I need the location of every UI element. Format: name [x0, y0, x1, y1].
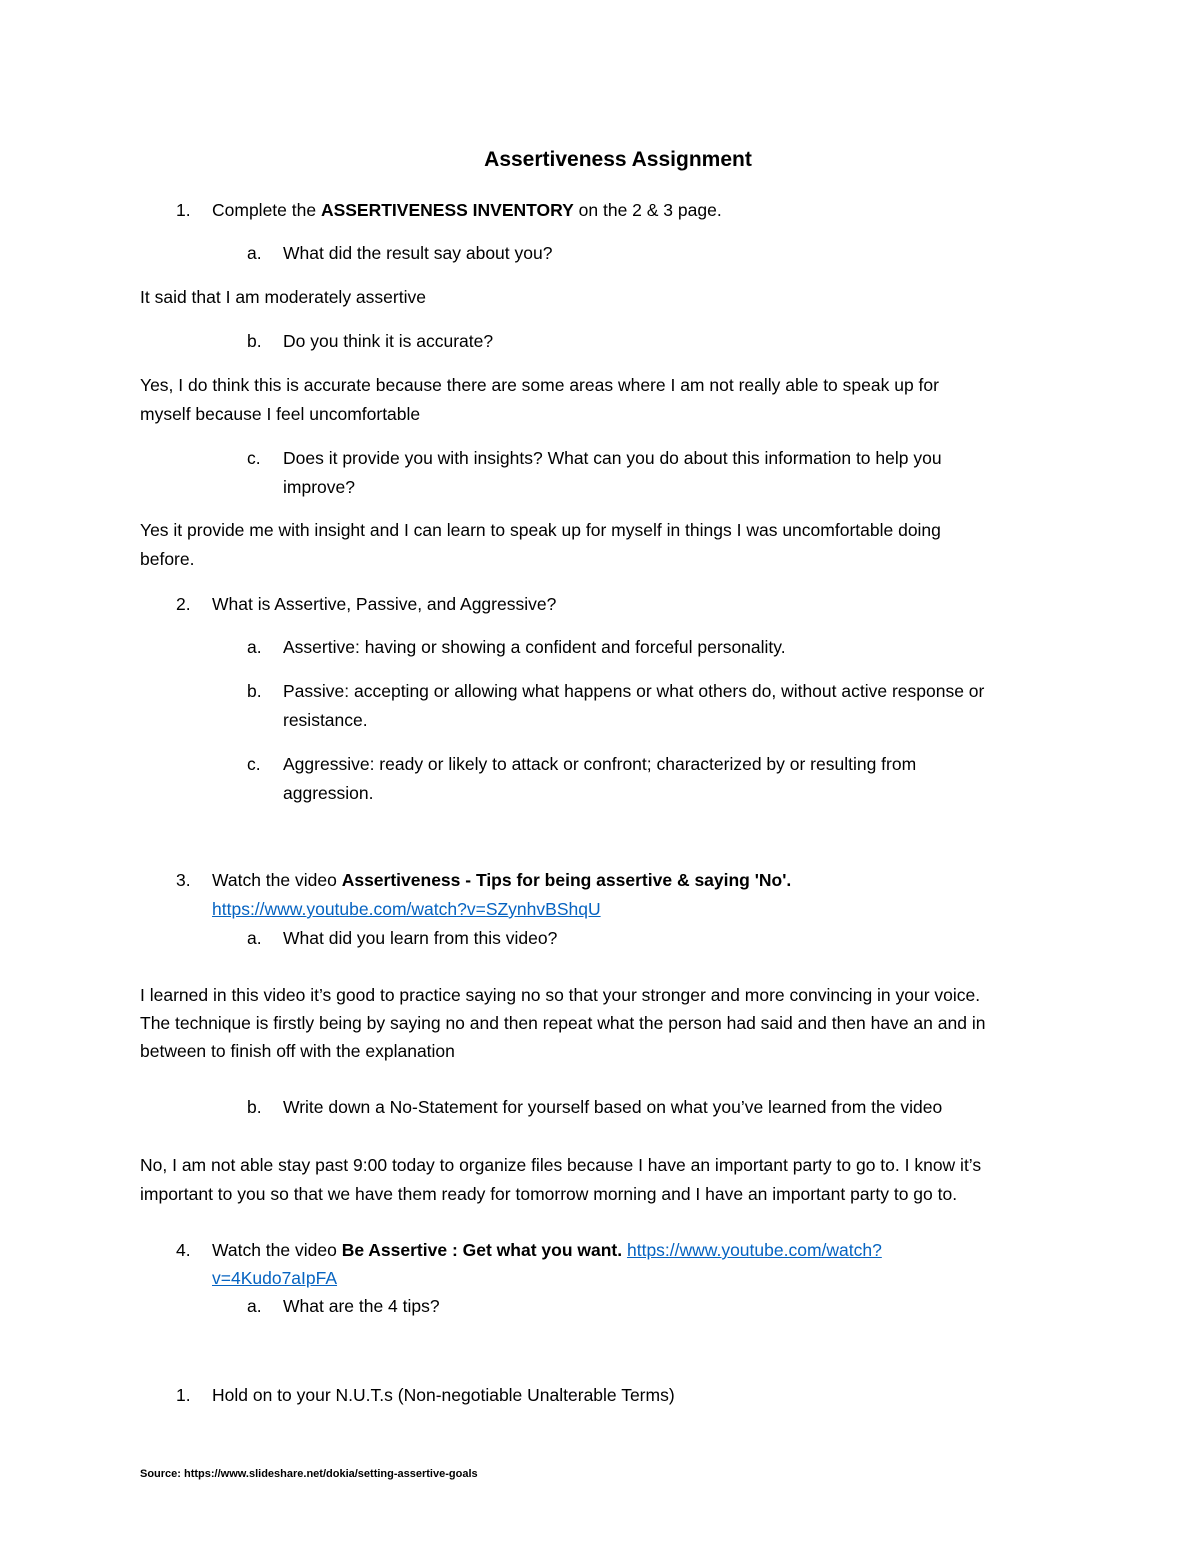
q1c-text-line-2: improve?	[283, 477, 355, 497]
q1b-answer-line-2: myself because I feel uncomfortable	[140, 404, 421, 424]
q4a-letter: a.	[247, 1296, 262, 1316]
q4a-text: What are the 4 tips?	[283, 1296, 440, 1316]
q4-video-link-part-2[interactable]: v=4Kudo7aIpFA	[212, 1268, 338, 1288]
q4-video-link-part-1[interactable]: https://www.youtube.com/watch?	[626, 1240, 882, 1260]
q1b-text: Do you think it is accurate?	[283, 331, 494, 351]
q3a-text: What did you learn from this video?	[283, 928, 558, 948]
q1a-text: What did the result say about you?	[283, 243, 553, 263]
q1c-answer-line-1: Yes it provide me with insight and I can learn to speak up for myself in things I was uncomfortable doing	[140, 520, 941, 540]
q3b-answer-line-1: No, I am not able stay past 9:00 today to organize files because I have an important party to go to. I know it’s	[140, 1155, 982, 1175]
tip1-number: 1.	[176, 1385, 191, 1405]
q2b-text-line-1: Passive: accepting or allowing what happens or what others do, without active response or	[283, 681, 985, 701]
q2a-text: Assertive: having or showing a confident and forceful personality.	[283, 637, 786, 657]
q3-number: 3.	[176, 870, 191, 890]
q3b-answer-line-2: important to you so that we have them ready for tomorrow morning and I have an important party to go to.	[140, 1184, 958, 1204]
q2c-text-line-2: aggression.	[283, 783, 374, 803]
page-title: Assertiveness Assignment	[484, 148, 752, 171]
q3b-text: Write down a No-Statement for yourself based on what you’ve learned from the video	[283, 1097, 943, 1117]
q2c-text-line-1: Aggressive: ready or likely to attack or confront; characterized by or resulting from	[283, 754, 917, 774]
q1c-text-line-1: Does it provide you with insights? What can you do about this information to help you	[283, 448, 942, 468]
q3b-letter: b.	[247, 1097, 262, 1117]
tip1-text: Hold on to your N.U.T.s (Non-negotiable Unalterable Terms)	[212, 1385, 675, 1405]
source-footnote: Source: https://www.slideshare.net/dokia/setting-assertive-goals	[140, 1468, 478, 1480]
q1-text-post: on the 2 & 3 page.	[573, 200, 722, 220]
q3-text	[212, 866, 791, 895]
q3a-answer-line-1: I learned in this video it’s good to practice saying no so that your stronger and more convincing in your voice.	[140, 985, 981, 1005]
q1-text-pre: Complete the	[212, 200, 321, 220]
q4-text-bold: Be Assertive : Get what you want.	[341, 1240, 623, 1260]
q2-number: 2.	[176, 594, 191, 614]
q1c-letter: c.	[247, 448, 261, 468]
q1-text-bold: ASSERTIVENESS INVENTORY	[320, 200, 574, 220]
q3-text-pre: Watch the video	[212, 870, 342, 890]
q3a-letter: a.	[247, 928, 262, 948]
q2c-letter: c.	[247, 754, 261, 774]
q4-text-pre: Watch the video	[212, 1240, 342, 1260]
q4-text	[212, 1236, 882, 1265]
q3a-answer-line-3: between to finish off with the explanation	[140, 1041, 455, 1061]
q1b-letter: b.	[247, 331, 262, 351]
q2a-letter: a.	[247, 637, 262, 657]
q3-text-bold: Assertiveness - Tips for being assertive & saying 'No'.	[341, 870, 792, 890]
q2-text: What is Assertive, Passive, and Aggressive?	[212, 594, 557, 614]
q1b-answer-line-1: Yes, I do think this is accurate because there are some areas where I am not really able to speak up for	[140, 375, 939, 395]
q3a-answer-line-2: The technique is firstly being by saying no and then repeat what the person had said and then have an and in	[140, 1013, 986, 1033]
q1a-letter: a.	[247, 243, 262, 263]
q1-text	[212, 196, 722, 225]
q3-video-link[interactable]: https://www.youtube.com/watch?v=SZynhvBShqU	[212, 899, 601, 919]
q4-number: 4.	[176, 1240, 191, 1260]
q2b-letter: b.	[247, 681, 262, 701]
q1-number: 1.	[176, 200, 191, 220]
q1a-answer: It said that I am moderately assertive	[140, 287, 426, 307]
q2b-text-line-2: resistance.	[283, 710, 368, 730]
q1c-answer-line-2: before.	[140, 549, 195, 569]
